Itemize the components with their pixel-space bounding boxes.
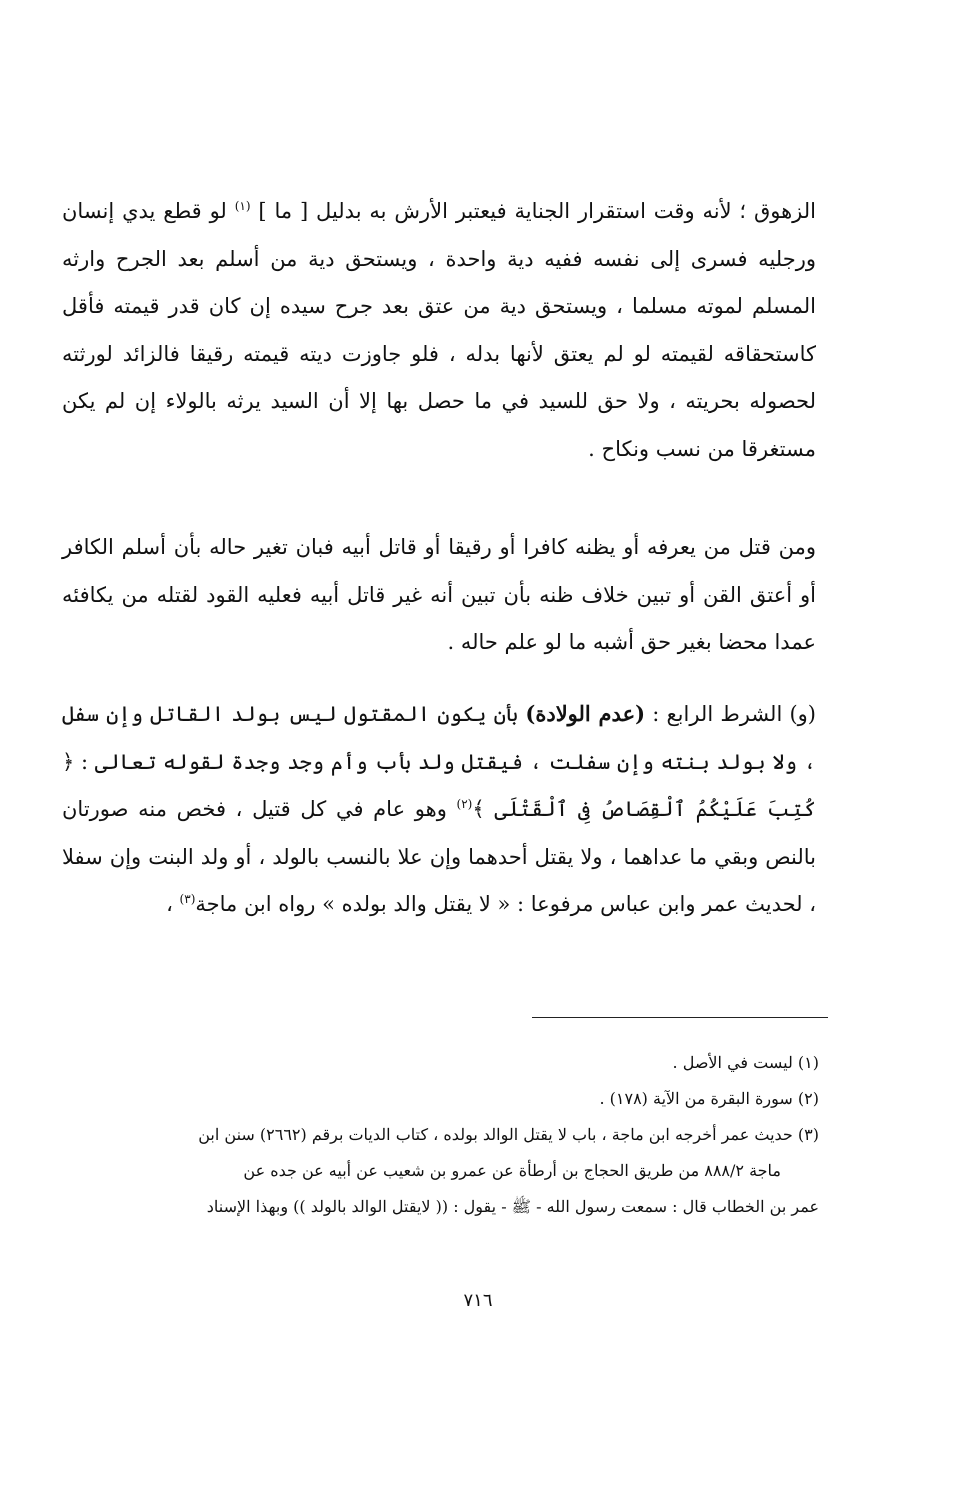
- page-number: ٧١٦: [463, 1290, 493, 1311]
- footnotes: [62, 1045, 819, 1225]
- footnote-ref-1: (١): [234, 199, 251, 213]
- paragraph-3-text-d: ،: [166, 892, 180, 916]
- footnote-3-line-3: عمر بن الخطاب قال : سمعت رسول الله - ﷺ - يقول : (( لايقتل الوالد بالولد )) وبهذا الإسناد: [206, 1197, 819, 1216]
- paragraph-2-text: ومن قتل من يعرفه أو يظنه كافرا أو رقيقا أو قاتل أبيه فبان تغير حاله بأن أسلم الكافر أو أعتق القن أو تبين خلاف ظنه بأن تبين أنه غير قاتل أبيه فعليه القود لقتله من يكافئه عمدا محضا بغير حق أشبه ما لو علم حاله .: [62, 535, 816, 654]
- paragraph-3-text-a: بأن يكون المقتول ليس بولد القاتل وإن سفل ، ولا بولد بنته وإن سفلت ، فيقتل ولد بأب وأم وجد وجدة لقوله تعالى :: [62, 702, 816, 774]
- paragraph-2: [62, 524, 816, 667]
- hadith-quote: « لا يقتل والد بولده »: [322, 892, 511, 916]
- paragraph-3-text-b: وهو عام في كل قتيل ، فخص منه صورتان بالنص وبقي ما عداهما ، ولا يقتل أحدهما وإن علا بالنسب بالولد ، أو ولد البنت وإن سفلا ، لحديث عمر وابن عباس مرفوعا :: [62, 797, 816, 916]
- paragraph-1-text-b: لو قطع يدي إنسان ورجليه فسرى إلى نفسه ففيه دية واحدة ، ويستحق دية من أسلم بعد الجرح وارثه المسلم لموته مسلما ، ويستحق دية من عتق بعد جرح سيده إن كان قدر قيمته فأقل كاستحقاقه لقيمته لو لم يعتق لأنها بدله ، فلو جاوزت ديته قيمته رقيقا فالزائد لورثته لحصوله بحريته ، ولا حق للسيد في ما حصل بها إلا أن السيد يرثه بالولاء إن لم يكن مستغرقا من نسب ونكاح .: [62, 199, 816, 461]
- footnote-ref-3: (٣): [179, 892, 196, 906]
- footnote-1: (١) ليست في الأصل .: [672, 1053, 819, 1072]
- footnote-2: (٢) سورة البقرة من الآية (١٧٨) .: [599, 1089, 819, 1108]
- footnote-ref-2: (٢): [456, 797, 473, 811]
- paragraph-1: [62, 188, 816, 473]
- footnote-3-line-2: ماجة ٨٨٨/٢ من طريق الحجاج بن أرطأة عن عمرو بن شعيب عن أبيه عن جده عن: [243, 1161, 781, 1180]
- paragraph-3: [62, 690, 816, 929]
- paragraph-1-text-a: الزهوق ؛ لأنه وقت استقرار الجناية فيعتبر الأرش به بدليل [ ما ]: [250, 199, 816, 223]
- paragraph-3-lead: (و) الشرط الرابع :: [645, 702, 816, 726]
- quran-verse: ﴿ كُتِبَ عَلَيْكُمُ ٱلْقِصَاصُ فِى ٱلْقَتْلَى ﴾: [62, 749, 816, 821]
- paragraph-3-text-c: رواه ابن ماجة: [195, 892, 323, 916]
- footnote-3-line-1: (٣) حديث عمر أخرجه ابن ماجة ، باب لا يقتل الوالد بولده ، كتاب الديات برقم (٢٦٦٢) سنن ابن: [198, 1125, 819, 1144]
- section-heading-no-birth: (عدم الولادة): [525, 701, 646, 726]
- footnote-separator: [532, 1017, 828, 1018]
